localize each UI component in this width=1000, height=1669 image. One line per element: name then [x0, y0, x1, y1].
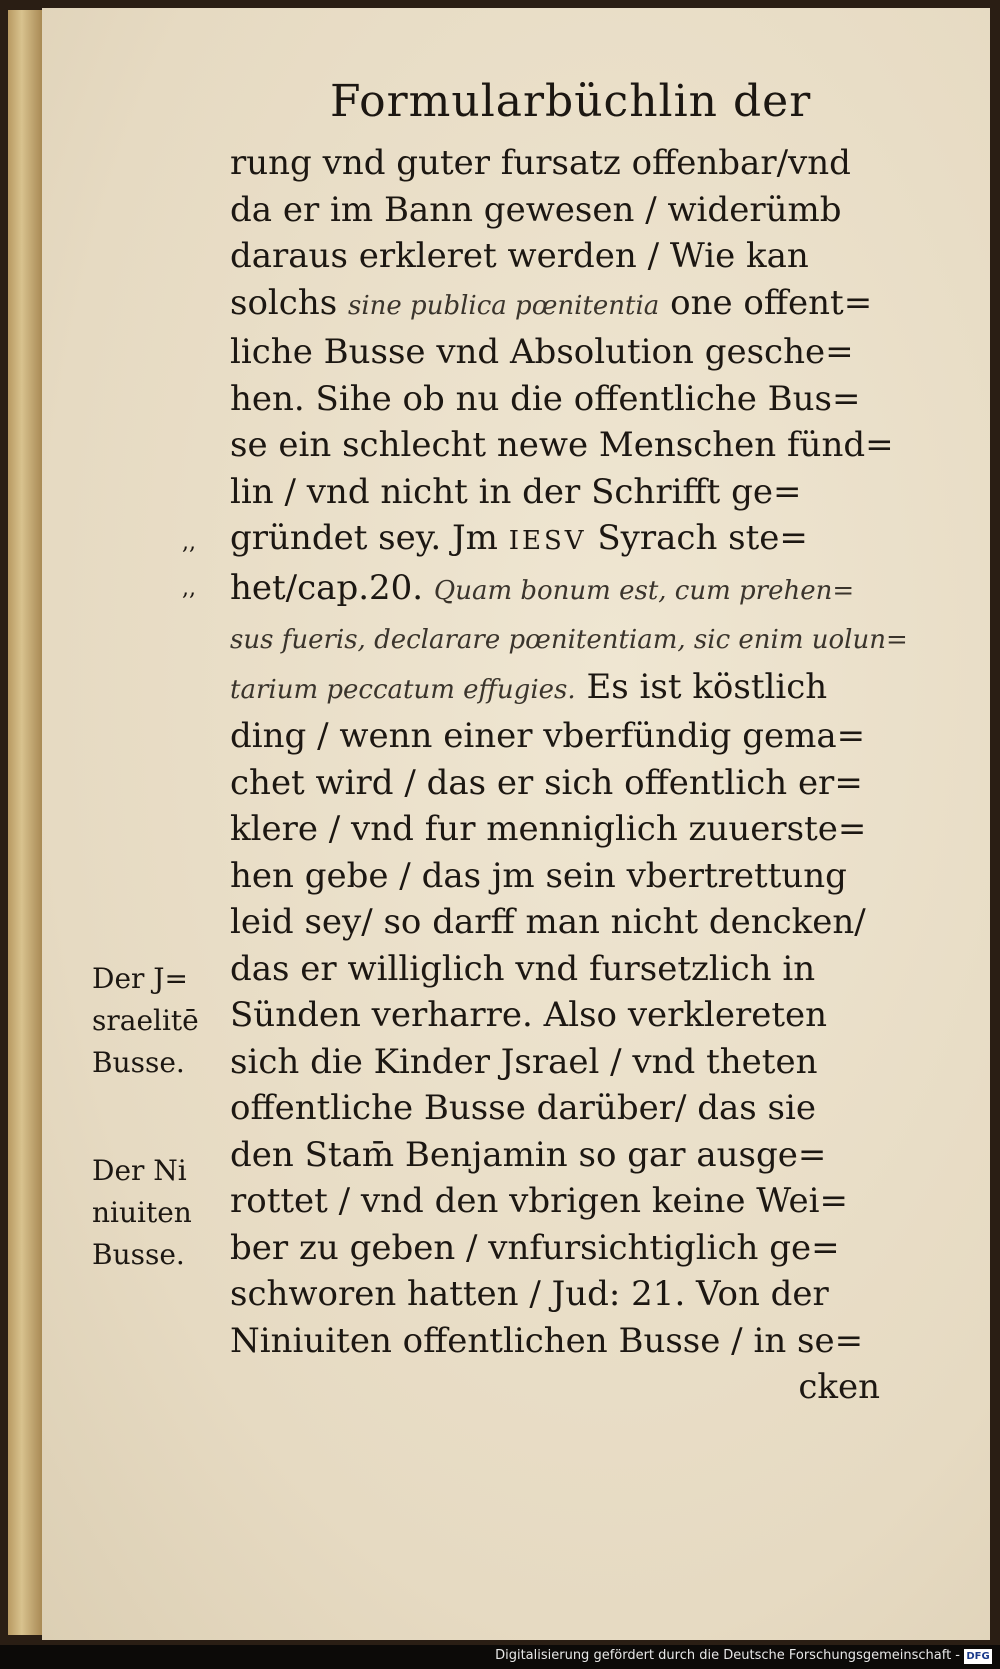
body-text: [230, 140, 910, 1411]
text-line: [230, 233, 910, 280]
quote-mark: ,,: [182, 530, 196, 555]
text-line: [230, 187, 910, 234]
text-span: Sünden verharre. Also verklereten: [230, 995, 828, 1035]
text-span: se ein schlecht newe Menschen fünd=: [230, 425, 894, 465]
text-line: [230, 280, 910, 330]
latin-quote: tarium peccatum effugies.: [230, 674, 576, 705]
text-span: schworen hatten / Jud: 21. Von der: [230, 1274, 829, 1314]
text-span: hen gebe / das jm sein vbertrettung: [230, 855, 847, 896]
text-line: [230, 1132, 910, 1179]
text-span: rottet / vnd den vbrigen keine Wei=: [230, 1181, 848, 1221]
text-span: rung vnd guter fursatz offenbar/vnd: [230, 143, 851, 183]
margin-note-niniveh: [92, 1150, 212, 1276]
text-line: [230, 376, 910, 423]
text-line: [230, 329, 910, 376]
text-span: das er williglich vnd fursetzlich in: [230, 948, 816, 989]
text-line: [230, 614, 910, 664]
text-line: [230, 565, 910, 615]
text-span: chet wird / das er sich offentlich er=: [230, 762, 863, 803]
text-span: gründet sey. Jm: [230, 518, 509, 558]
text-line: [230, 1271, 910, 1318]
margin-note-line: Der Ni: [92, 1154, 187, 1187]
latin-quote: sus fueris, declarare pœnitentiam, sic enim uolun=: [230, 625, 908, 655]
margin-note-israel: [92, 958, 212, 1084]
text-span: sich die Kinder Jsrael / vnd theten: [230, 1041, 818, 1082]
text-line: [230, 664, 910, 714]
funding-credit: Digitalisierung gefördert durch die Deutsche Forschungsgemeinschaft -: [495, 1648, 960, 1663]
text-line: [230, 992, 910, 1039]
text-line: [230, 899, 910, 946]
text-span: klere / vnd fur menniglich zuuerste=: [230, 809, 867, 849]
text-span: ding / wenn einer vberfündig gema=: [230, 716, 866, 756]
text-span: Niniuiten offentlichen Busse / in se=: [230, 1320, 864, 1361]
text-line: [230, 760, 910, 807]
text-span: leid sey/ so darff man nicht dencken/: [230, 902, 866, 942]
text-span: daraus erkleret werden / Wie kan: [230, 236, 809, 276]
text-line: [230, 515, 910, 565]
text-span: Es ist köstlich: [575, 666, 828, 707]
text-line: [230, 1085, 910, 1132]
text-span: hen. Sihe ob nu die offentliche Bus=: [230, 378, 861, 419]
quote-mark: ,,: [182, 576, 196, 601]
latin-quote: Quam bonum est, cum prehen=: [433, 575, 855, 606]
digitization-footer: [0, 1645, 1000, 1669]
text-line: [230, 853, 910, 900]
text-span: lin / vnd nicht in der Schrifft ge=: [230, 471, 802, 512]
text-line: [230, 1318, 910, 1365]
text-span: da er im Bann gewesen / widerümb: [230, 189, 842, 230]
margin-note-line: Busse.: [92, 1238, 185, 1271]
text-line: [230, 422, 910, 469]
text-span: one offent=: [659, 282, 873, 323]
text-span: ber zu geben / vnfursichtiglich ge=: [230, 1227, 840, 1268]
text-line: [230, 946, 910, 993]
margin-note-line: Busse.: [92, 1046, 185, 1079]
running-head: Formularbüchlin der: [330, 76, 812, 127]
text-line: [230, 806, 910, 853]
margin-note-line: niuiten: [92, 1196, 192, 1229]
text-line: [230, 469, 910, 516]
text-span: het/cap.20.: [230, 567, 434, 608]
text-span: solchs: [230, 282, 348, 323]
text-line: [230, 1178, 910, 1225]
latin-quote: sine publica pœnitentia: [348, 290, 660, 321]
text-span: Syrach ste=: [586, 518, 808, 558]
text-span: offentliche Busse darüber/ das sie: [230, 1088, 816, 1128]
page-edge: [8, 10, 42, 1635]
margin-note-line: Der J=: [92, 962, 188, 995]
catchword: cken: [798, 1367, 880, 1407]
text-line: [230, 1225, 910, 1272]
margin-note-line: sraelitē: [92, 1004, 199, 1037]
text-line: [230, 140, 910, 187]
dfg-logo: DFG: [964, 1649, 992, 1664]
text-line: [230, 713, 910, 760]
text-line: [230, 1039, 910, 1086]
text-span: IESV: [508, 526, 587, 556]
text-span: den Stam̄ Benjamin so gar ausge=: [230, 1134, 827, 1175]
text-span: liche Busse vnd Absolution gesche=: [230, 332, 854, 372]
